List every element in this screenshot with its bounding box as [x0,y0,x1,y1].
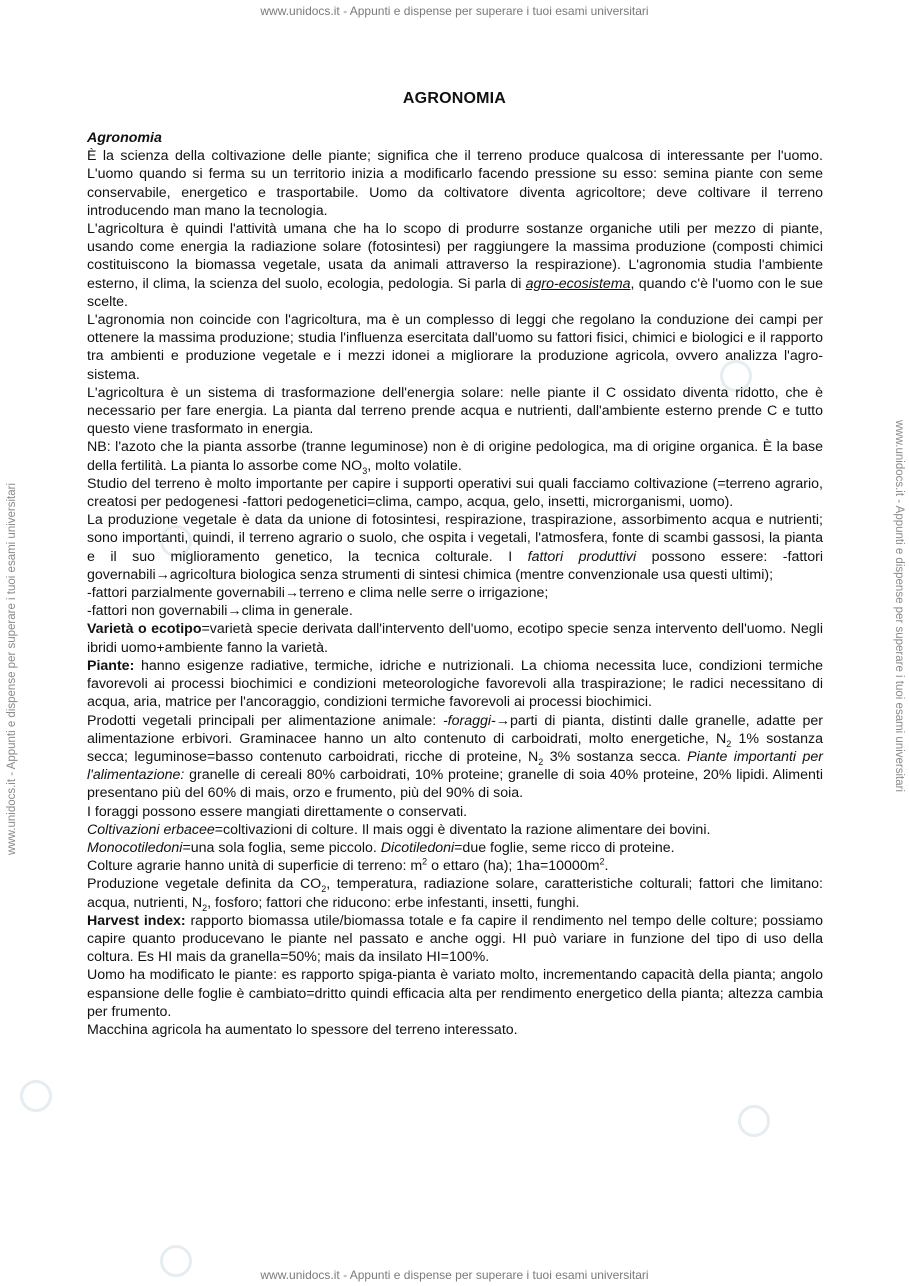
paragraph: Macchina agricola ha aumentato lo spessore del terreno interessato. [87,1021,518,1038]
paragraph: Produzione vegetale definita da $CO_2$, temperatura, radiazione solare, caratteristiche colturali; fattori che limitano: acqua, nutrienti, $N_2$, fosforo; fattori che riducono: erbe infestanti, insetti, funghi. [87,876,823,913]
paragraph: Piante: hanno esigenze radiative, termiche, idriche e nutrizionali. La chioma necessita luce, condizioni termiche favorevoli ai processi biochimici e condizioni meteorologiche favorevoli alla traspirazione; le radici necessitano di acqua, aria, matrice per l'ancoraggio, condizioni termiche favorevoli ai processi biochimici. [87,657,823,711]
paragraph: Coltivazioni erbacee=coltivazioni di colture. Il mais oggi è diventato la razione alimentare dei bovini. [87,821,711,838]
paragraph: Prodotti vegetali principali per alimentazione animale: -foraggi-→parti di pianta, distinti dalle granelle, adatte per alimentazione erbivori. Graminacee hanno un alto contenuto di carboidrati, molto energetiche, $N_2$ 1% sostanza secca; leguminose=basso contenuto carboidrati, ricche di proteine, $N_2$ 3% sostanza secca. Piante importanti per l'alimentazione: granelle di cereali 80% carboidrati, 10% proteine; granelle di soia 40% proteine, 20% lipidi. Alimenti presentano più del 60% di mais, orzo e frumento, più del 90% di soia. [87,712,823,802]
paragraph: L'agricoltura è quindi l'attività umana che ha lo scopo di produrre sostanze organiche utili per mezzo di piante, usando come energia la radiazione solare (fotosintesi) per raggiungere la massima produzione (composti chimici costituiscono la biomassa vegetale, usata da animali attraverso la respirazione). L'agronomia studia l'ambiente esterno, il clima, la scienza del suolo, ecologia, pedologia. Si parla di agro-ecosistema, quando c'è l'uomo con le sue scelte. [87,221,823,310]
paragraph: Uomo ha modificato le piante: es rapporto spiga-pianta è variato molto, incrementando capacità della pianta; angolo espansione delle foglie è cambiato=dritto quindi efficacia alta per rendimento energetico della pianta; altezza cambia per frumento. [87,967,823,1020]
section-heading: Agronomia [87,130,162,146]
paragraph: È la scienza della coltivazione delle piante; significa che il terreno produce qualcosa di interessante per l'uomo. L'uomo quando si ferma su un territorio inizia a modificarlo facendo pressione su esso: semina piante con seme conservabile, energetico e trasportabile. Uomo da coltivatore diventa agricoltore; deve coltivare il terreno introducendo man mano la tecnologia. [87,148,823,219]
paragraph: Studio del terreno è molto importante per capire i supporti operativi sui quali facciamo coltivazione (=terreno agrario, creatosi per pedogenesi -fattori pedogenetici=clima, campo, acqua, gelo, insetti, microrganismi, uomo). [87,475,823,511]
watermark-header: www.unidocs.it - Appunti e dispense per superare i tuoi esami universitari [260,4,649,18]
paragraph: NB: l'azoto che la pianta assorbe (tranne leguminose) non è di origine pedologica, ma di origine organica. È la base della fertilità. La pianta lo assorbe come $NO_3$, molto volatile. [87,439,823,476]
paragraph: Colture agrarie hanno unità di superficie di terreno: $m^2$ o ettaro (ha); $1ha=10000m^2$. [87,856,609,875]
paragraph: I foraggi possono essere mangiati direttamente o conservati. [87,803,468,820]
watermark-right: www.unidocs.it - Appunti e dispense per superare i tuoi esami universitari [893,420,905,793]
paragraph: L'agronomia non coincide con l'agricoltura, ma è un complesso di leggi che regolano la conduzione dei campi per ottenere la massima produzione; studia l'influenza esercitata dall'uomo su fattori fisici, chimici e biologici e il rapporto tra ambienti e produzione vegetale e i mezzi idonei a migliorare la produzione agricola, ovvero analizza l'agro-sistema. [87,312,823,383]
watermark-stamp-icon [20,1080,52,1112]
paragraph: Harvest index: rapporto biomassa utile/biomassa totale e fa capire il rendimento nel tempo delle colture; possiamo capire quanto producevano le piante nel passato e anche oggi. HI può variare in funzione del tipo di uso della coltura. Es HI mais da granella=50%; mais da insilato HI=100%. [87,912,824,966]
watermark-left: www.unidocs.it - Appunti e dispense per superare i tuoi esami universitari [6,482,18,855]
paragraph: -fattori parzialmente governabili→terreno e clima nelle serre o irrigazione; [87,585,549,602]
document-body [87,129,823,1039]
watermark-stamp-icon [738,1105,770,1137]
paragraph: La produzione vegetale è data da unione di fotosintesi, respirazione, traspirazione, assorbimento acqua e nutrienti; sono importanti, quindi, il terreno agrario o suolo, che ospita i vegetali, l'atmosfera, fonte di scambi gassosi, la pianta e il suo miglioramento genetico, la tecnica colturale. I fattori produttivi possono essere: -fattori governabili→agricoltura biologica senza strumenti di sintesi chimica (mentre convenzionale usa questi ultimi); [87,512,823,583]
page-title: AGRONOMIA [402,90,507,107]
paragraph: Varietà o ecotipo=varietà specie derivata dall'intervento dell'uomo, ecotipo specie senza intervento dell'uomo. Negli ibridi uomo+ambiente fanno la varietà. [87,621,823,656]
paragraph: L'agricoltura è un sistema di trasformazione dell'energia solare: nelle piante il C ossidato diventa ridotto, che è necessario per fare energia. La pianta dal terreno prende acqua e nutrienti, dall'ambiente esterno prende C e tutto questo viene trasformato in energia. [87,384,823,438]
paragraph: Monocotiledoni=una sola foglia, seme piccolo. Dicotiledoni=due foglie, seme ricco di proteine. [87,839,675,856]
watermark-footer: www.unidocs.it - Appunti e dispense per superare i tuoi esami universitari [260,1268,649,1282]
paragraph: -fattori non governabili→clima in generale. [87,603,353,620]
term-agro-ecosistema: agro-ecosistema [525,275,631,292]
